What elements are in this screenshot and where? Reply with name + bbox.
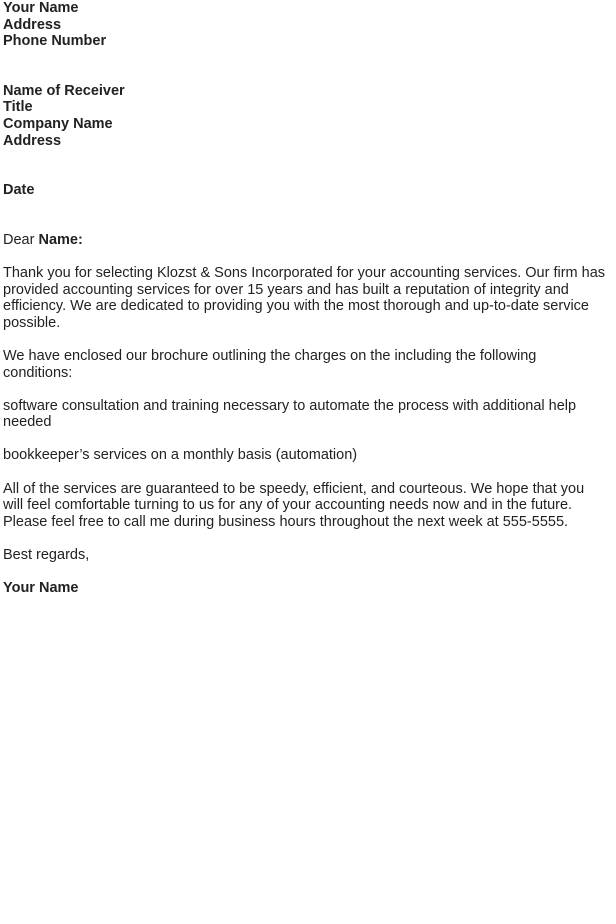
letter-date: Date — [3, 182, 35, 199]
closing-block — [3, 547, 608, 564]
date-block — [3, 182, 608, 199]
receiver-name: Name of Receiver — [3, 82, 125, 99]
receiver-block — [3, 83, 608, 149]
salutation — [3, 232, 608, 249]
body-paragraph-2 — [3, 348, 608, 381]
body-paragraph-5 — [3, 481, 608, 531]
receiver-company: Company Name — [3, 115, 113, 132]
signature-block — [3, 580, 608, 597]
signature-name: Your Name — [3, 580, 79, 597]
paragraph-text: We have enclosed our brochure outlining the charges on the including the following conditions: — [3, 347, 537, 381]
body-paragraph-1 — [3, 265, 608, 331]
sender-name: Your Name — [3, 0, 79, 16]
paragraph-text: bookkeeper’s services on a monthly basis (automation) — [3, 447, 358, 464]
paragraph-text: Thank you for selecting Klozst & Sons Incorporated for your accounting services. Our firm has provided accounting services for over 15 years and has built a reputation of integrity and efficiency. We are dedicated to providing you with the most thorough and up-to-date service possible. — [3, 264, 606, 331]
paragraph-text: software consultation and training necessary to automate the process with additional help needed — [3, 397, 577, 431]
salutation-greeting: Dear — [3, 231, 39, 248]
closing-text: Best regards, — [3, 547, 90, 564]
body-paragraph-4 — [3, 447, 608, 464]
sender-address: Address — [3, 16, 62, 33]
salutation-name: Name: — [38, 231, 83, 248]
sender-phone: Phone Number — [3, 33, 107, 50]
receiver-address: Address — [3, 132, 62, 149]
sender-block — [3, 0, 608, 50]
body-paragraph-3 — [3, 398, 608, 431]
receiver-title: Title — [3, 99, 33, 116]
paragraph-text: All of the services are guaranteed to be speedy, efficient, and courteous. We hope that you will feel comfortable turning to us for any of your accounting needs now and in the future. Please feel free to call me during business hours throughout the next week at 555-5555. — [3, 480, 585, 530]
